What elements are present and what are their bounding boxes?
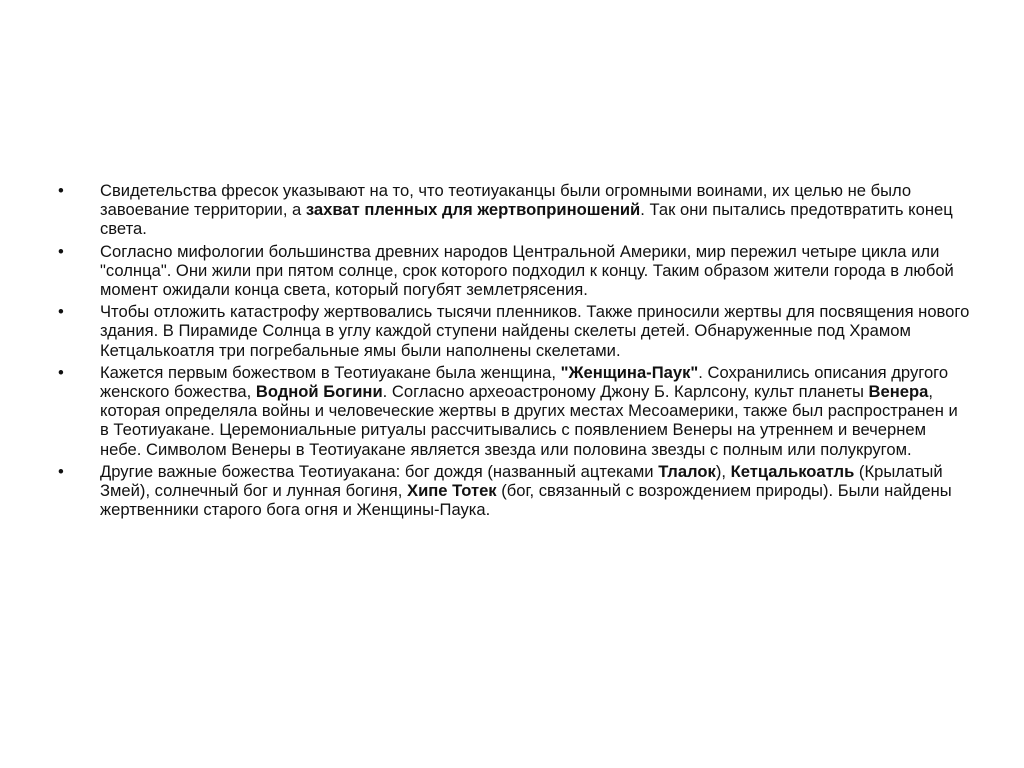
text-run: ),	[715, 461, 731, 481]
text-run: , которая определяла войны и человеческие жертвы в других местах Месоамерики, также был распространен и в Теотиуакане. Церемониальные ритуалы рассчитывались с появлением Венеры на утреннем и вечернем небе. Символом Венеры в Теотиуакане является звезда или половина звезды с полным или полукругом.	[100, 382, 958, 459]
bullet-text	[100, 302, 969, 359]
bullet-marker: •	[58, 461, 64, 481]
text-run: Чтобы отложить катастрофу жертвовались тысячи пленников. Также приносили жертвы для посвящения нового здания. В Пирамиде Солнца в углу каждой ступени найдены скелеты детей. Обнаруженные под Храмом Кетцалькоатля три погребальные ямы были наполнены скелетами.	[100, 302, 970, 360]
bullet-marker: •	[58, 241, 64, 261]
bullet-marker: •	[58, 362, 64, 382]
bold-phrase: Кетцалькоатль	[730, 461, 855, 481]
bold-phrase: Водной Богини	[255, 382, 383, 402]
bold-phrase: "Женщина-Паук"	[560, 362, 699, 382]
bullet-text	[100, 181, 953, 238]
bullet-marker: •	[58, 181, 64, 200]
text-run: Другие важные божества Теотиуакана: бог дождя (названный ацтеками	[100, 461, 659, 481]
text-run: . Сохранились описания другого женского божества,	[100, 362, 949, 402]
bullet-item	[58, 242, 970, 300]
bold-phrase: Венера	[868, 382, 929, 402]
bullet-item	[58, 302, 970, 360]
bullet-text	[100, 242, 954, 299]
bullet-text	[100, 462, 952, 519]
bullet-list	[58, 181, 970, 522]
bullet-marker: •	[58, 302, 64, 322]
text-run: . Так они пытались предотвратить конец света.	[100, 200, 953, 239]
bullet-item	[58, 462, 970, 520]
bold-phrase: Тлалок	[658, 461, 716, 481]
text-run: (Крылатый Змей), солнечный бог и лунная богиня,	[100, 461, 943, 501]
bullet-item	[58, 363, 970, 459]
text-run: Согласно мифологии большинства древних народов Центральной Америки, мир пережил четыре цикла или "солнца". Они жили при пятом солнце, срок которого подходил к концу. Таким образом жители города в любой момент ожидали конца света, который погубят землетрясения.	[100, 241, 954, 300]
text-run: Свидетельства фресок указывают на то, что теотиуаканцы были огромными воинами, их целью не было завоевание территории, а	[100, 181, 912, 220]
text-run: (бог, связанный с возрождением природы). Были найдены жертвенники старого бога огня и Женщины-Паука.	[100, 481, 952, 520]
bold-phrase: захват пленных для жертвоприношений	[305, 200, 641, 220]
bold-phrase: Хипе Тотек	[407, 481, 497, 501]
bullet-text	[100, 363, 958, 459]
bullet-item	[58, 181, 970, 239]
text-run: . Согласно археоастроному Джону Б. Карлсону, культ планеты	[382, 382, 869, 402]
text-run: Кажется первым божеством в Теотиуакане была женщина,	[100, 362, 561, 382]
